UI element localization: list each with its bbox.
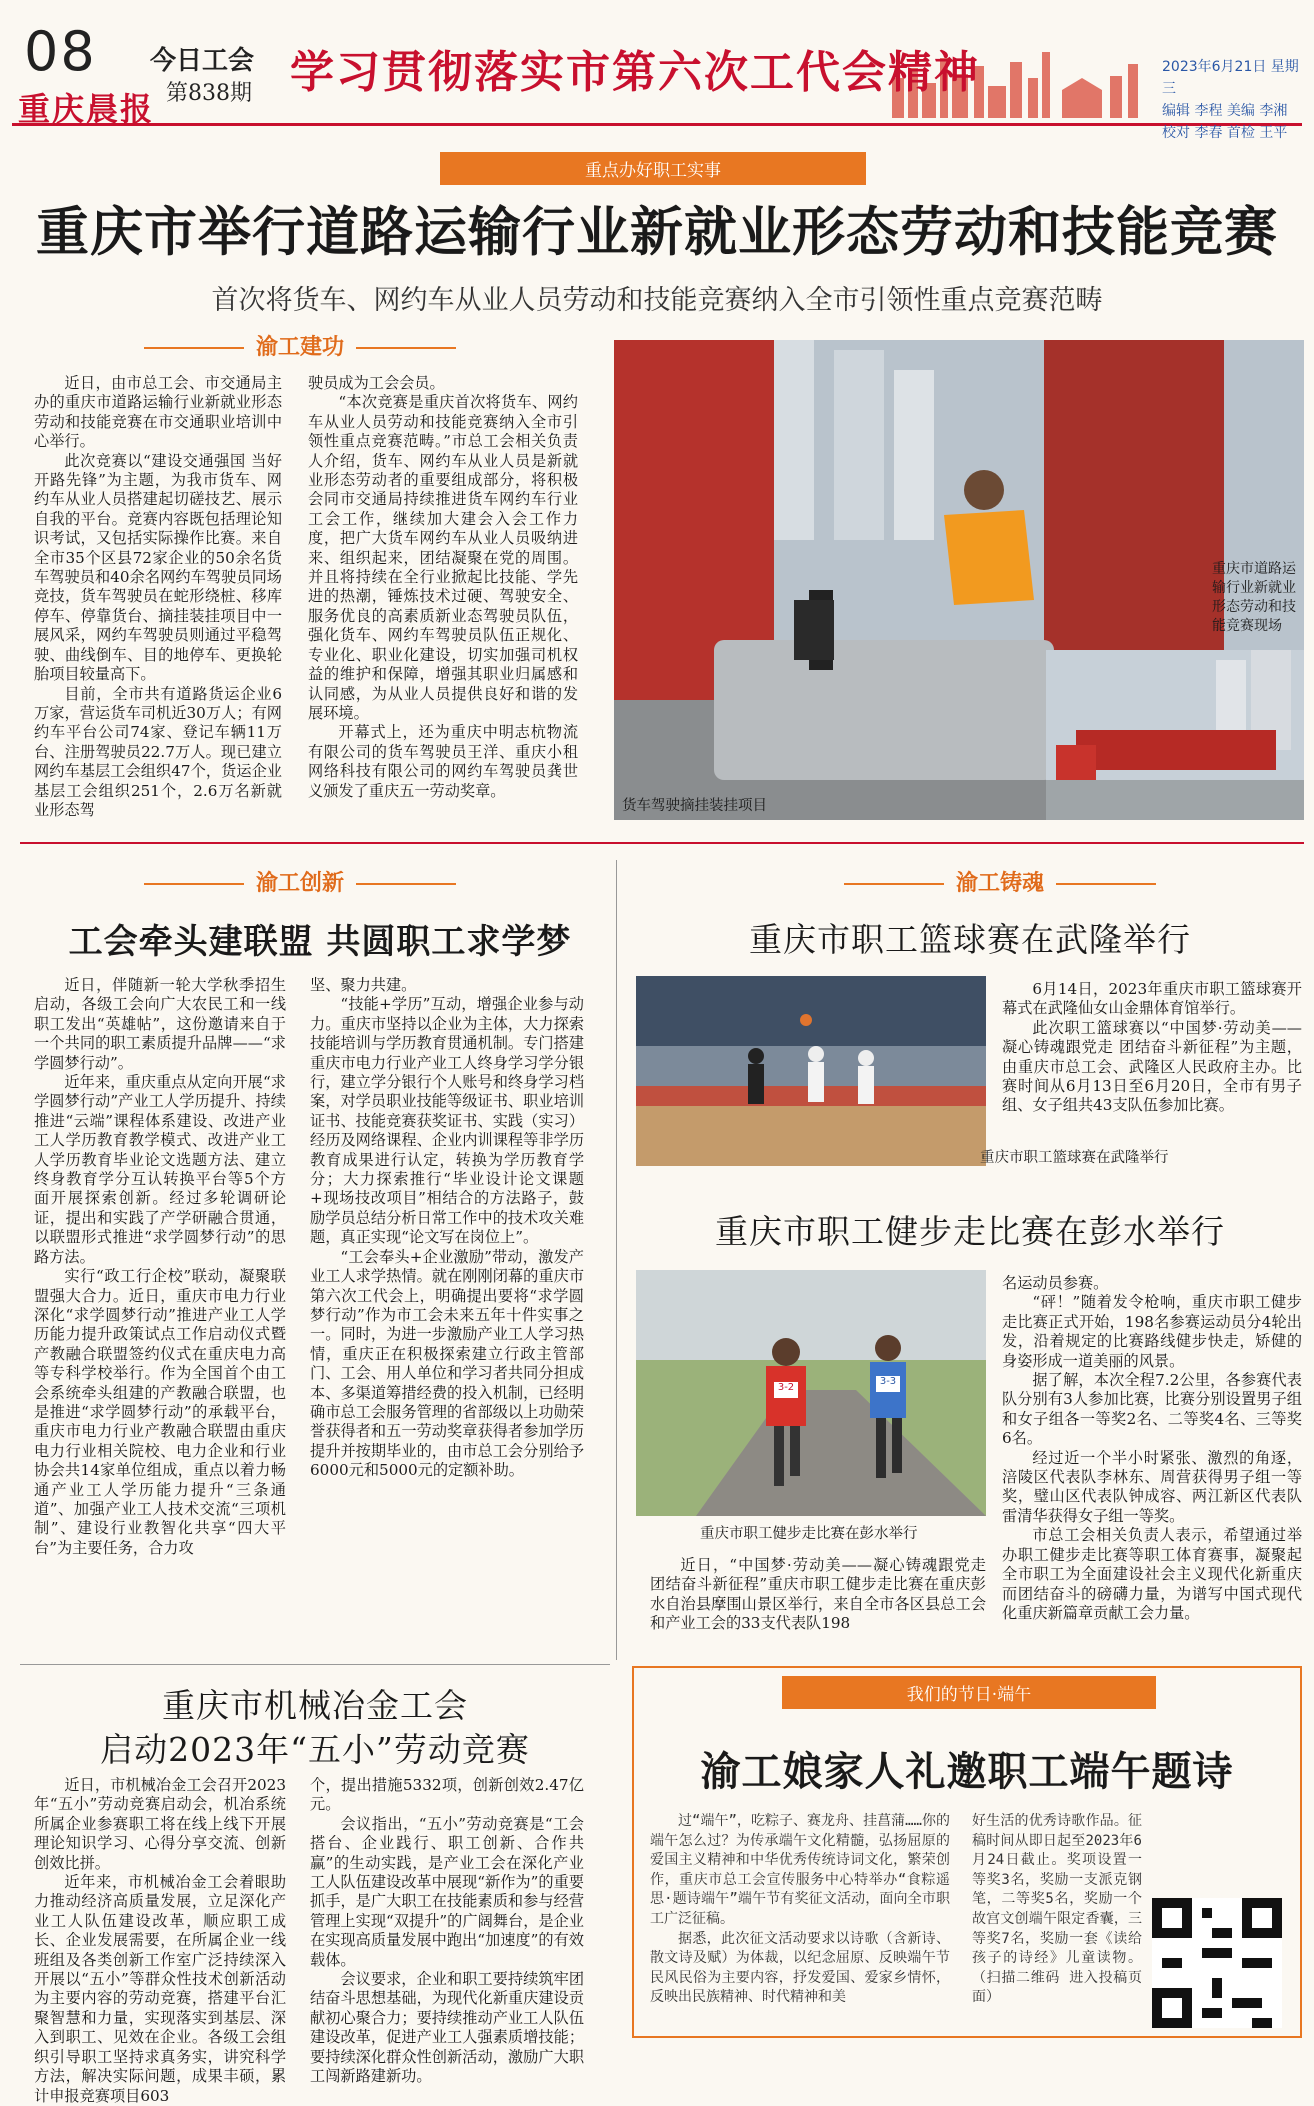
- lead-subheadline: 首次将货车、网约车从业人员劳动和技能竞赛纳入全市引领性重点竞赛范畴: [211, 285, 1103, 316]
- paragraph: 实行“政工行企校”联动，凝聚联盟强大合力。近日，重庆市电力行业深化“求学圆梦行动”推进产业工人学历能力提升政策试点工作启动仪式暨产教融合联盟签约仪式在重庆电力高等专科学校举行。作为全国首个由工会系统牵头组建的产教融合联盟，也是推进“求学圆梦行动”的承载平台，重庆市电力行业产教融合联盟由重庆电力行业相关院校、电力企业和行业协会共14家单位组成，重点以着力畅通产业工人学历能力提升“三条通道”、加强产业工人技术交流“三项机制”、建设行业教智化共享“四大平台”为主要任务，合力攻: [34, 1267, 286, 1557]
- issue-number: 第838期: [166, 81, 252, 106]
- inset-photo-caption: 重庆市道路运输行业新就业形态劳动和技能竞赛现场: [1212, 561, 1296, 634]
- editor-line: 编辑 李程 美编 李湘: [1162, 103, 1288, 119]
- metal-headline: [20, 1684, 610, 1772]
- paragraph: 好生活的优秀诗歌作品。征稿时间从即日起至2023年6月24日截止。奖项设置一等奖3名，奖励一支派克钢笔，二等奖5名，奖励一个故宫文创端午限定香囊，三等奖7名，奖励一套《读给孩子的诗经》儿童读物。（扫描二维码 进入投稿页面）: [972, 1813, 1142, 2006]
- paragraph: 名运动员参赛。: [1002, 1274, 1109, 1292]
- walking-caption: 重庆市职工健步走比赛在彭水举行: [700, 1526, 918, 1542]
- poem-kicker: 我们的节日·端午: [782, 1676, 1156, 1709]
- paragraph: 开幕式上，还为重庆中明志杭物流有限公司的货车驾驶员王洋、重庆小租网络科技有限公司的网约车驾驶员龚世义颁发了重庆五一劳动奖章。: [308, 723, 578, 800]
- paragraph: “本次竞赛是重庆首次将货车、网约车从业人员劳动和技能竞赛纳入全市引领性重点竞赛范畴。”市总工会相关负责人介绍，货车、网约车从业人员是新就业形态劳动者的重要组成部分，将积极会同市交通局持续推进货车网约车行业工会工作，继续加大建会入会工作力度，把广大货车网约车从业人员吸纳进来、组织起来，团结凝聚在党的周围。并且将持续在全行业掀起比技能、学先进的热潮，锤炼技术过硬、驾驶安全、服务优良的高素质新业态驾驶员队伍，强化货车、网约车驾驶员队伍正规化、专业化、职业化建设，切实加强司机权益的维护和保障，增强其职业归属感和认同感，为从业人员提供良好和谐的发展环境。: [308, 393, 578, 722]
- poem-headline: 渝工娘家人礼邀职工端午题诗: [700, 1748, 1234, 1795]
- union-tag: 渝工创新: [110, 866, 490, 897]
- paragraph: 据悉，此次征文活动要求以诗歌（含新诗、散文诗及赋）为体裁，以纪念屈原、反映端午节民风民俗为主要内容，抒发爱国、爱家乡情怀，反映出民族精神、时代精神和美: [650, 1930, 950, 2006]
- paragraph: 近年来，重庆重点从定向开展“求学圆梦行动”产业工人学历提升、持续推进“云端”课程体系建设、改进产业工人学历教育教学模式、改进产业工人学历教育毕业论文选题方法、建立终身教育学分互认转换平台等5个方面开展探索创新。经过多轮调研论证，提出和实践了产学研融合贯通，以联盟形式推进“求学圆梦行动”的思路方法。: [34, 1073, 286, 1266]
- paragraph: 个，提出措施5332项，创新创效2.47亿元。: [310, 1776, 584, 1814]
- union-column-1: [34, 976, 286, 1558]
- paragraph: 据了解，本次全程7.2公里，各参赛代表队分别有3人参加比赛，比赛分别设置男子组和女子组各一等奖2名、二等奖4名、三等奖6名。: [1002, 1371, 1302, 1448]
- paragraph: “砰！”随着发令枪响，重庆市职工健步走比赛正式开始，198名参赛运动员分4轮出发，沿着规定的比赛路线健步快走，矫健的身姿形成一道美丽的风景。: [1002, 1293, 1302, 1370]
- paragraph: 驶员成为工会会员。: [308, 374, 445, 392]
- runner-bib-2: 3-3: [879, 1376, 897, 1387]
- walking-race-illustration: [636, 1270, 986, 1516]
- paragraph: 市总工会相关负责人表示，希望通过举办职工健步走比赛等职工体育赛事，凝聚起全市职工为全面建设社会主义现代化新重庆而团结奋斗的磅礴力量，为谱写中国式现代化重庆新篇章贡献工会力量。: [1002, 1526, 1302, 1622]
- paragraph: “工会奉头+企业激励”带动，激发产业工人求学热情。就在刚刚闭幕的重庆市第六次工代会上，明确提出要将“求学圆梦行动”作为市工会未来五年十件实事之一。同时，为进一步激励产业工人学习热情，重庆正在积极探索建立行政主管部门、工会、用人单位和学习者共同分担成本、多渠道筹措经费的投入机制，已经明确市总工会服务管理的省部级以上功勋荣誉获得者和五一劳动奖章获得者参加学历提升并按期毕业的，由市总工会分别给予6000元和5000元的定额补助。: [310, 1247, 584, 1480]
- paragraph: 近日，由市总工会、市交通局主办的重庆市道路运输行业新就业形态劳动和技能竞赛在市交通职业培训中心举行。: [34, 374, 282, 451]
- paragraph: 目前，全市共有道路货运企业6万家，营运货车司机近30万人；有网约车平台公司74家、登记车辆11万台、注册驾驶员22.7万人。现已建立网约车基层工会组织47个，货运企业基层工会组织251个，2.6万名新就业形态驾: [34, 684, 282, 819]
- qr-code[interactable]: [1152, 1898, 1282, 2028]
- basketball-headline: 重庆市职工篮球赛在武隆举行: [749, 920, 1191, 959]
- metal-headline-line-1: 重庆市机械冶金工会: [162, 1686, 468, 1725]
- column-divider: [616, 860, 617, 1660]
- date-line: 2023年6月21日 星期三: [1162, 59, 1299, 97]
- masthead: [12, 8, 1302, 141]
- union-headline: 工会牵头建联盟 共圆职工求学梦: [68, 922, 572, 962]
- lead-kicker: 重点办好职工实事: [440, 152, 866, 185]
- walking-photo: [636, 1270, 986, 1516]
- section-name: 今日工会: [150, 46, 255, 76]
- paragraph: 近日，市机械冶金工会召开2023年“五小”劳动竞赛启动会，机冶系统所属企业参赛职工将在线上线下开展理论知识学习、心得分享交流、创新创效比拼。: [34, 1776, 286, 1872]
- union-column-2: [310, 976, 584, 1481]
- paragraph: 此次竞赛以“建设交通强国 当好开路先锋”为主题，为我市货车、网约车从业人员搭建起切磋技艺、展示自我的平台。竞赛内容既包括理论知识考试，又包括实际操作比赛。来自全市35个区县72家企业的50余名货车驾驶员和40余名网约车驾驶员同场竞技，货车驾驶员在蛇形绕桩、移库停车、停靠货台、摘挂装挂项目中一展风采，网约车驾驶员则通过平稳驾驶、曲线倒车、目的地停车、更换轮胎项目较量高下。: [34, 451, 282, 684]
- paragraph: 6月14日，2023年重庆市职工篮球赛开幕式在武隆仙女山金鼎体育馆举行。: [1002, 980, 1302, 1018]
- story-divider: [20, 1664, 610, 1665]
- page-number: 08: [24, 20, 97, 83]
- truck-lineup-illustration: [1046, 650, 1304, 820]
- date-info: [1162, 56, 1302, 144]
- metal-headline-line-2: 启动2023年“五小”劳动竞赛: [100, 1730, 530, 1769]
- basketball-text: [1002, 980, 1302, 1116]
- lead-column-1: [34, 374, 282, 820]
- paragraph: 过“端午”，吃粽子、赛龙舟、挂菖蒲……你的端午怎么过？为传承端午文化精髓，弘扬屈原的爱国主义精神和中华优秀传统诗词文化，繁荣创作，重庆市总工会宣传服务中心特举办“食粽遥思·题诗端午”端午节有奖征文活动，面向全市职工广泛征稿。: [650, 1813, 950, 1927]
- paragraph: 近日，“中国梦·劳动美——凝心铸魂跟党走 团结奋斗新征程”重庆市职工健步走比赛在重庆彭水自治县摩围山景区举行，来自全市各区县总工会和产业工会的33支代表队198: [650, 1556, 986, 1633]
- metal-column-2: [310, 1776, 584, 2087]
- qr-code-graphic: [1152, 1898, 1282, 2028]
- paragraph: 会议指出，“五小”劳动竞赛是“工会搭台、企业践行、职工创新、合作共赢”的生动实践，是产业工会在深化产业工人队伍建设改革中展现“新作为”的重要抓手，是广大职工在技能素质和参与经营管理上实现“双提升”的广阔舞台，是企业在实现高质量发展中跑出“加速度”的有效载体。: [310, 1814, 584, 1969]
- poem-column-1: [650, 1812, 950, 2008]
- lead-tag: 渝工建功: [120, 330, 480, 361]
- paragraph: 经过近一个半小时紧张、激烈的角逐，涪陵区代表队李林东、周营获得男子组一等奖，璧山区代表队钟成容、两江新区代表队雷清华获得女子组一等奖。: [1002, 1448, 1302, 1525]
- basketball-game-illustration: [636, 976, 986, 1166]
- proofreader-line: 校对 李春 首检 王平: [1162, 125, 1288, 141]
- paragraph: “技能+学历”互动，增强企业参与动力。重庆市坚持以企业为主体，大力探索技能培训与学历教育贯通机制。专门搭建重庆市电力行业产业工人终身学习学分银行，建立学分银行个人账号和终身学习档案，对学员职业技能等级证书、职业培训证书、技能竞赛获奖证书、实践（实习）经历及网络课程、企业内训课程等非学历教育成果进行认定，转换为学历教育学分；大力探索推行“毕业设计论文课题+现场技改项目”相结合的方法路子，鼓励学员总结分析日常工作中的技术攻关难题，真正实现“论文写在岗位上”。: [310, 995, 584, 1247]
- section-divider: [20, 842, 1304, 844]
- walking-left-text: [650, 1556, 986, 1634]
- runner-bib-1: 3-2: [777, 1382, 795, 1393]
- walking-headline: 重庆市职工健步走比赛在彭水举行: [715, 1212, 1225, 1251]
- sports-tag: 渝工铸魂: [810, 866, 1190, 897]
- section-slogan: 学习贯彻落实市第六次工代会精神: [290, 47, 980, 98]
- paragraph: 此次职工篮球赛以“中国梦·劳动美——凝心铸魂跟党走 团结奋斗新征程”为主题，由重庆市总工会、武隆区人民政府主办。比赛时间从6月13日至6月20日，全市有男子组、女子组共43支队伍参加比赛。: [1002, 1018, 1302, 1115]
- newspaper-logo: 重庆晨报: [18, 90, 155, 128]
- paragraph: 会议要求，企业和职工要持续筑牢团结奋斗思想基础，为现代化新重庆建设贡献初心聚合力；要持续推动产业工人队伍建设改革，促进产业工人强素质增技能；要持续深化群众性创新活动，激励广大职工闯新路建新功。: [310, 1970, 584, 2086]
- poem-column-2: [972, 1812, 1142, 2008]
- paragraph: 坚、聚力共建。: [310, 976, 417, 994]
- lead-headline: 重庆市举行道路运输行业新就业形态劳动和技能竞赛: [36, 201, 1278, 263]
- lead-column-2: [308, 374, 578, 801]
- paragraph: 近年来，市机械冶金工会着眼助力推动经济高质量发展，立足深化产业工人队伍建设改革，顺应职工成长、企业发展需要，在所属企业一线班组及各类创新工作室广泛持续深入开展以“五小”等群众性技术创新活动为主要内容的劳动竞赛，搭建平台汇聚智慧和力量，实现落实到基层、深入到职工、见效在企业。各级工会组织引导职工坚持求真务实，讲究科学方法，解决实际问题，成果丰硕，累计申报竞赛项目603: [34, 1873, 286, 2105]
- walking-right-text: [1002, 1274, 1302, 1623]
- basketball-caption: 重庆市职工篮球赛在武隆举行: [980, 1150, 1169, 1166]
- lead-photo-caption: 货车驾驶摘挂装挂项目: [622, 798, 767, 814]
- basketball-photo: [636, 976, 986, 1166]
- metal-column-1: [34, 1776, 286, 2106]
- inset-photo: [1046, 650, 1304, 820]
- paragraph: 近日，伴随新一轮大学秋季招生启动，各级工会向广大农民工和一线职工发出“英雄帖”，这份邀请来自于一个共同的职工素质提升品牌——“求学圆梦行动”。: [34, 976, 286, 1072]
